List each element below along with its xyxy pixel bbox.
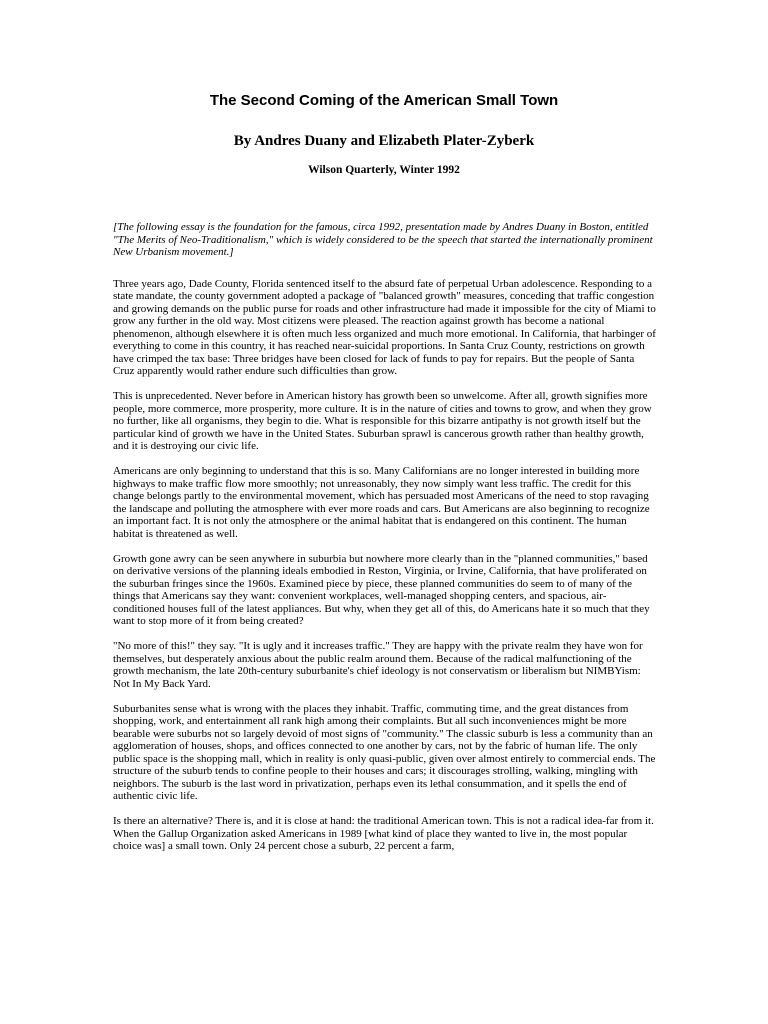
document-title: The Second Coming of the American Small Town [209,92,559,109]
paragraph-7: Is there an alternative? There is, and it is close at hand: the traditional American town. This is not a radical idea-far from it. When the Gallup Organization asked Americans in 1989 [what kind of place they wanted to live in, the most popular choice was] a small town. Only 24 percent chose a suburb, 22 percent a farm, [113,815,654,852]
paragraph-5: "No more of this!" they say. "It is ugly and it increases traffic." They are happy with the private realm they have won for themselves, but desperately anxious about the public realm around them. Because of the radical malfunctioning of the growth mechanism, the late 20th-century suburbanite's chief ideology is not conservatism or liberalism but NIMBYism: Not In My Back Yard. [113,640,643,690]
paragraph-2: This is unprecedented. Never before in American history has growth been so unwelcome. After all, growth signifies more people, more commerce, more prosperity, more culture. It is in the nature of cities and towns to grow, and when they grow no further, like all organisms, they begin to die. What is responsible for this bizarre antipathy is not growth itself but the particular kind of growth we have in the United States. Suburban sprawl is cancerous growth rather than healthy growth, and it is destroying our civic life. [113,390,652,452]
document-body [113,221,658,865]
document-authors: By Andres Duany and Elizabeth Plater-Zyberk [233,133,535,149]
paragraph-1: Three years ago, Dade County, Florida sentenced itself to the absurd fate of perpetual Urban adolescence. Responding to a state mandate, the county government adopted a package of "balanced growth" measures, conceding that traffic congestion and growing demands on the public purse for roads and other infrastructure had made it impossible for the city of Miami to grow any further in the old way. Most citizens were pleased. The reaction against growth has become a national phenomenon, although elsewhere it is often much less organized and much more emotional. In California, that harbinger of everything to come in this country, it has reached near-suicidal proportions. In Santa Cruz County, restrictions on growth have crimped the tax base: Three bridges have been closed for lack of funds to pay for repairs. But the people of Santa Cruz apparently would rather endure such difficulties than grow. [113,277,656,377]
intro-note: [The following essay is the foundation for the famous, circa 1992, presentation made by Andres Duany in Boston, entitled "The Merits of Neo-Traditionalism," which is widely considered to be the speech that started the internationally prominent New Urbanism movement.] [113,221,653,258]
paragraph-6: Suburbanites sense what is wrong with the places they inhabit. Traffic, commuting time, and the great distances from shopping, work, and entertainment all rank high among their complaints. But all such inconveniences might be more bearable were suburbs not so largely devoid of most signs of "community." The classic suburb is less a community than an agglomeration of houses, shops, and offices connected to one another by cars, not by the fabric of human life. The only public space is the shopping mall, which in reality is only quasi-public, given over almost entirely to commercial ends. The structure of the suburb tends to confine people to their houses and cars; it discourages strolling, walking, mingling with neighbors. The suburb is the last word in privatization, perhaps even its lethal consummation, and it spells the end of authentic civic life. [113,702,656,802]
paragraph-3: Americans are only beginning to understand that this is so. Many Californians are no longer interested in building more highways to make traffic flow more smoothly; not unreasonably, they now simply want less traffic. The credit for this change belongs partly to the environmental movement, which has persuaded most Americans of the need to stop ravaging the landscape and polluting the atmosphere with ever more roads and cars. But Americans are also beginning to recognize an important fact. It is not only the atmosphere or the animal habitat that is endangered on this continent. The human habitat is threatened as well. [113,465,650,540]
document-source: Wilson Quarterly, Winter 1992 [308,164,460,176]
paragraph-4: Growth gone awry can be seen anywhere in suburbia but nowhere more clearly than in the "planned communities," based on derivative versions of the planning ideals embodied in Reston, Virginia, or Irvine, California, that have proliferated on the suburban fringes since the 1960s. Examined piece by piece, these planned communities do seem to of many of the things that Americans say they want: convenient workplaces, well-managed shopping centers, and spacious, air-conditioned houses full of the latest appliances. But why, when they get all of this, do Americans hate it so much that they want to stop more of it from being created? [113,552,650,627]
